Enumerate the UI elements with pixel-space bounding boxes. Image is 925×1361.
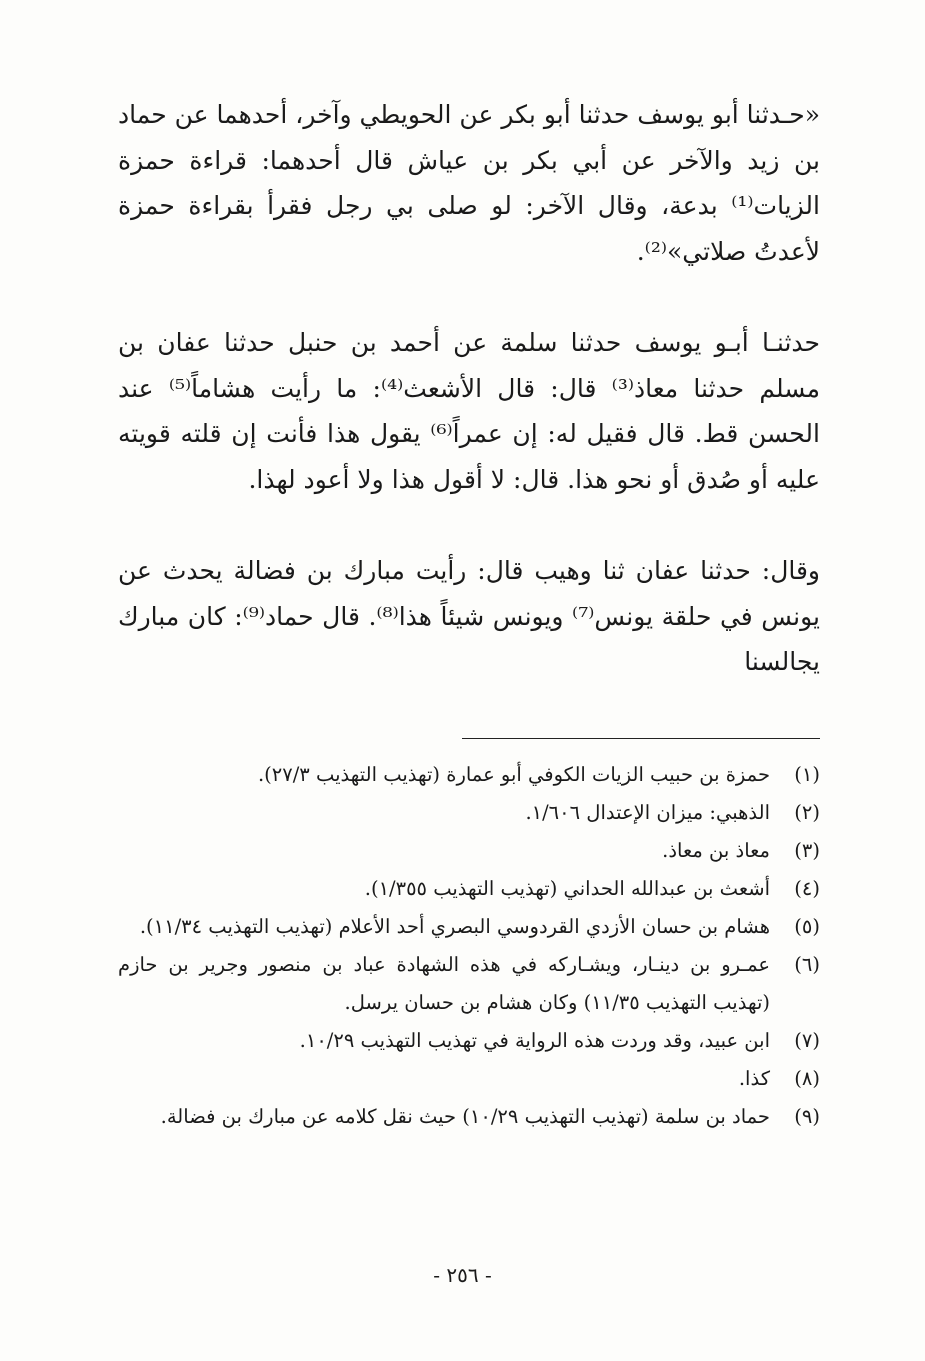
footnote-text: هشام بن حسان الأزدي القردوسي البصري أحد الأعلام (تهذيب التهذيب ١١/٣٤). xyxy=(139,915,770,938)
footnote xyxy=(118,1060,820,1098)
footnote xyxy=(118,794,820,832)
footnote-number: (٣) xyxy=(794,839,820,862)
footnote-text: حمزة بن حبيب الزيات الكوفي أبو عمارة (تهذيب التهذيب ٢٧/٣). xyxy=(257,763,770,786)
footnote-text: عمـرو بن دينـار، ويشـاركه في هذه الشهادة عباد بن منصور وجرير بن حازم (تهذيب التهذيب ١١/٣٥) وكان هشام بن حسان يرسل. xyxy=(118,953,770,1014)
paragraph-2: حدثنـا أبـو يوسف حدثنا سلمة عن أحمد بن حنبل حدثنا عفان بن مسلم حدثنا معاذ⁽³⁾ قال: قال الأشعث⁽⁴⁾: ما رأيت هشاماً⁽⁵⁾ عند الحسن قط. قال فقيل له: إن عمراً⁽⁶⁾ يقول هذا فأنت إن قلته قويته عليه أو صُدق أو نحو هذا. قال: لا أقول هذا ولا أعود لهذا. xyxy=(118,328,820,494)
footnote xyxy=(118,1022,820,1060)
footnote xyxy=(118,908,820,946)
paragraph-1: «حـدثنا أبو يوسف حدثنا أبو بكر عن الحويطي وآخر، أحدهما عن حماد بن زيد والآخر عن أبي بكر بن عياش قال أحدهما: قراءة حمزة الزيات⁽¹⁾ بدعة، وقال الآخر: لو صلى بي رجل فقرأ بقراءة حمزة لأعدتُ صلاتي»⁽²⁾. xyxy=(118,100,820,266)
footnote-text: الذهبي: ميزان الإعتدال ١/٦٠٦. xyxy=(525,801,770,824)
footnote xyxy=(118,832,820,870)
footnote-text: ابن عبيد، وقد وردت هذه الرواية في تهذيب التهذيب ١٠/٢٩. xyxy=(299,1029,770,1052)
footnote xyxy=(118,870,820,908)
footnote-separator xyxy=(462,738,820,739)
footnote-text: معاذ بن معاذ. xyxy=(662,839,770,862)
footnote-number: (٢) xyxy=(794,801,820,824)
paragraph-3: وقال: حدثنا عفان ثنا وهيب قال: رأيت مبارك بن فضالة يحدث عن يونس في حلقة يونس⁽⁷⁾ ويونس شيئاً هذا⁽⁸⁾. قال حماد⁽⁹⁾: كان مبارك يجالسنا xyxy=(118,556,820,676)
footnote-number: (٦) xyxy=(794,953,820,976)
footnote-number: (٥) xyxy=(794,915,820,938)
footnote-text: كذا. xyxy=(738,1067,770,1090)
footnote-number: (٤) xyxy=(794,877,820,900)
footnote-text: أشعث بن عبدالله الحداني (تهذيب التهذيب ١/٣٥٥). xyxy=(364,877,770,900)
footnote-number: (٨) xyxy=(794,1067,820,1090)
footnote xyxy=(118,946,820,1022)
main-text xyxy=(118,92,820,731)
footnote-number: (٧) xyxy=(794,1029,820,1052)
footnote-number: (١) xyxy=(794,763,820,786)
footnote-text: حماد بن سلمة (تهذيب التهذيب ١٠/٢٩) حيث نقل كلامه عن مبارك بن فضالة. xyxy=(160,1105,770,1128)
page-number: - ٢٥٦ - xyxy=(433,1263,492,1287)
footnote xyxy=(118,1098,820,1136)
footnote-number: (٩) xyxy=(794,1105,820,1128)
footnote xyxy=(118,756,820,794)
footnotes xyxy=(118,756,820,1136)
